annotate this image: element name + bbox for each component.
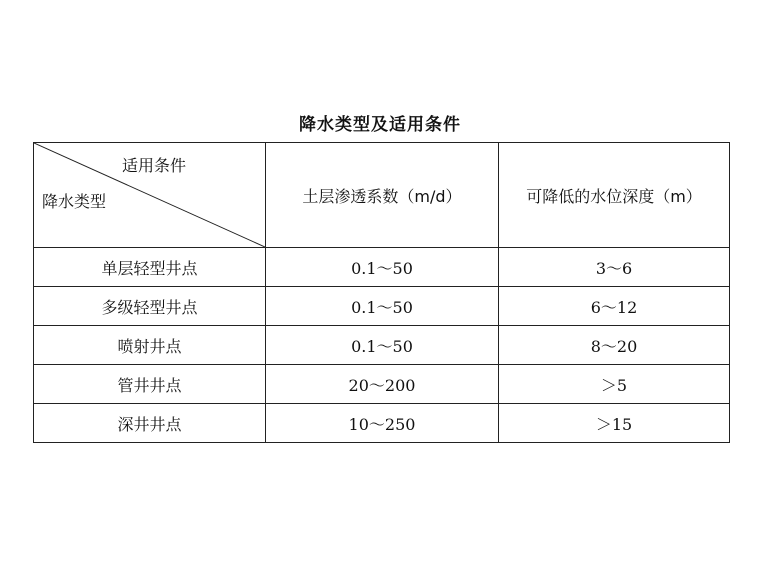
cell-permeability: 0.1～50: [266, 287, 499, 326]
cell-type: 管井井点: [34, 365, 266, 404]
cell-permeability: 0.1～50: [266, 326, 499, 365]
cell-type: 多级轻型井点: [34, 287, 266, 326]
cell-permeability: 10～250: [266, 404, 499, 443]
cell-depth: 6～12: [499, 287, 730, 326]
header-permeability: 土层渗透系数（m/d）: [266, 143, 499, 248]
table-row: [34, 248, 730, 287]
table-row: [34, 287, 730, 326]
cell-depth: 3～6: [499, 248, 730, 287]
table-row: [34, 365, 730, 404]
cell-depth: 8～20: [499, 326, 730, 365]
dewatering-table: [33, 142, 730, 443]
table-row: [34, 404, 730, 443]
header-type-label: 降水类型: [42, 192, 107, 211]
cell-type: 喷射井点: [34, 326, 266, 365]
cell-permeability: 0.1～50: [266, 248, 499, 287]
table-row: [34, 326, 730, 365]
diagonal-header-cell: [34, 143, 266, 248]
header-depth: 可降低的水位深度（m）: [499, 143, 730, 248]
cell-depth: ＞5: [499, 365, 730, 404]
cell-type: 深井井点: [34, 404, 266, 443]
cell-depth: ＞15: [499, 404, 730, 443]
cell-type: 单层轻型井点: [34, 248, 266, 287]
cell-permeability: 20～200: [266, 365, 499, 404]
table-header-row: [34, 143, 730, 248]
table-title: 降水类型及适用条件: [299, 115, 461, 135]
header-conditions-label: 适用条件: [122, 156, 187, 175]
